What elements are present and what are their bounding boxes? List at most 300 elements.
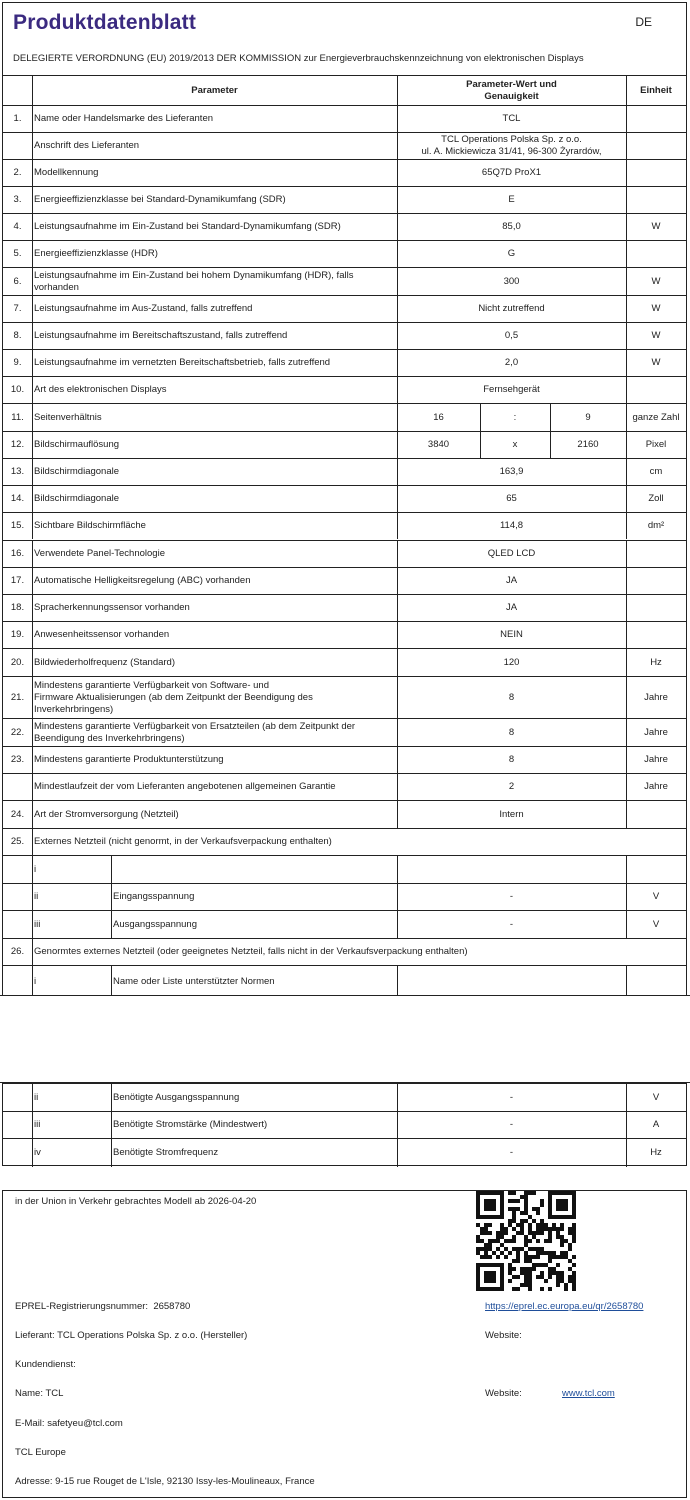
cell-divider xyxy=(32,747,33,773)
row-value: Nicht zutreffend xyxy=(478,303,545,314)
row-value: 8 xyxy=(508,754,515,765)
cell-divider xyxy=(397,541,398,567)
cell-divider xyxy=(397,106,398,132)
supplier-text: Lieferant: TCL Operations Polska Sp. z o.o. (Hersteller) xyxy=(15,1330,248,1341)
row-unit: Jahre xyxy=(644,781,668,792)
row-number: 13. xyxy=(10,466,25,477)
cell-divider xyxy=(626,187,627,213)
row-unit: cm xyxy=(649,466,663,477)
cell-divider xyxy=(626,268,627,295)
row-label xyxy=(32,268,397,295)
row-value: JA xyxy=(505,602,518,613)
row-unit: V xyxy=(652,918,660,930)
row-number: 3. xyxy=(13,194,22,205)
row-label: Art des elektronischen Displays xyxy=(34,384,167,395)
row-number: 17. xyxy=(10,575,25,586)
cell-divider xyxy=(32,133,33,159)
cell-divider xyxy=(32,622,33,648)
cell-divider xyxy=(626,747,627,773)
cell-divider xyxy=(397,649,398,676)
row-label: Energieeffizienzklasse bei Standard-Dynamikumfang (SDR) xyxy=(34,194,286,205)
row-unit xyxy=(626,622,686,648)
row-number: 10. xyxy=(10,384,25,395)
cell-divider xyxy=(397,595,398,621)
row-unit: W xyxy=(651,221,661,232)
row-value: - xyxy=(509,1119,514,1130)
eprel-registration xyxy=(15,1301,190,1312)
cell-divider xyxy=(32,323,33,349)
cell-divider xyxy=(626,856,627,883)
cell-divider xyxy=(397,1084,398,1111)
cell-divider xyxy=(397,966,398,997)
row-label: Anschrift des Lieferanten xyxy=(34,140,140,151)
sub-label: Ausgangsspannung xyxy=(113,918,197,930)
row-label: Sichtbare Bildschirmfläche xyxy=(34,520,146,531)
row-value: - xyxy=(509,1147,514,1158)
sub-label: Eingangsspannung xyxy=(113,891,195,902)
table-row xyxy=(3,800,686,828)
row-value: 65 xyxy=(506,493,517,504)
row-value: 8 xyxy=(508,691,515,703)
row-unit xyxy=(626,160,686,186)
cell-divider xyxy=(626,377,627,403)
row-value: 85,0 xyxy=(502,221,521,232)
table-row xyxy=(3,1111,686,1138)
row-label: Art der Stromversorgung (Netzteil) xyxy=(34,808,179,820)
cell-divider xyxy=(626,541,627,567)
customer-service-label: Kundendienst: xyxy=(15,1359,76,1370)
row-unit: dm² xyxy=(647,520,665,531)
cell-divider xyxy=(626,432,627,458)
cell-divider xyxy=(626,595,627,621)
website-link[interactable]: www.tcl.com xyxy=(562,1388,615,1399)
cell-divider xyxy=(32,486,33,512)
sub-index: ii xyxy=(34,891,39,902)
cell-divider xyxy=(626,486,627,512)
cell-divider xyxy=(397,241,398,267)
table-row xyxy=(3,1138,686,1167)
row-label: Mindestlaufzeit der vom Lieferanten angebotenen allgemeinen Garantie xyxy=(34,781,336,792)
cell-divider xyxy=(397,513,398,539)
row-value: - xyxy=(509,891,514,902)
cell-divider xyxy=(397,377,398,403)
value-separator: : xyxy=(513,411,517,423)
header-value xyxy=(397,76,626,105)
row-unit xyxy=(626,595,686,621)
table-row xyxy=(3,485,686,512)
cell-divider xyxy=(626,459,627,485)
cell-divider xyxy=(32,187,33,213)
service-name: Name: TCL xyxy=(15,1388,64,1399)
row-unit: Hz xyxy=(650,1147,662,1158)
value-part-1: 16 xyxy=(433,411,444,423)
sub-index: iii xyxy=(34,1119,41,1130)
sub-index: i xyxy=(34,975,37,987)
cell-divider xyxy=(32,268,33,295)
website-label-2: Website: xyxy=(485,1388,522,1399)
row-number: 7. xyxy=(13,303,22,314)
table-row xyxy=(3,718,686,746)
row-label-line: Mindestens garantierte Verfügbarkeit von Ersatzteilen (ab dem Zeitpunkt der xyxy=(34,720,356,732)
table-row xyxy=(3,512,686,539)
model-date-text: in der Union in Verkehr gebrachtes Modell ab 2026-04-20 xyxy=(15,1196,257,1207)
cell-divider xyxy=(32,829,33,855)
cell-divider xyxy=(32,459,33,485)
row-unit xyxy=(626,187,686,213)
cell-divider xyxy=(480,432,481,458)
cell-divider xyxy=(32,541,33,567)
cell-divider xyxy=(111,1084,112,1111)
row-value xyxy=(397,856,626,883)
row-unit xyxy=(626,133,686,159)
cell-divider xyxy=(626,513,627,539)
row-unit: ganze Zahl xyxy=(632,411,680,423)
row-unit xyxy=(626,856,686,883)
row-number: 25. xyxy=(10,836,25,847)
cell-divider xyxy=(626,649,627,676)
row-value: - xyxy=(509,918,514,930)
table-row xyxy=(3,322,686,349)
sub-index: i xyxy=(34,863,37,875)
product-data-sheet xyxy=(2,2,687,1166)
row-label-line: Inverkehrbringens) xyxy=(34,703,114,715)
cell-divider xyxy=(397,268,398,295)
table-row xyxy=(3,965,686,997)
row-number xyxy=(3,133,32,159)
eprel-link[interactable]: https://eprel.ec.europa.eu/qr/2658780 xyxy=(485,1301,644,1312)
cell-divider xyxy=(397,76,398,105)
cell-divider xyxy=(111,856,112,883)
row-number: 9. xyxy=(13,357,22,368)
cell-divider xyxy=(626,1084,627,1111)
row-value: 2 xyxy=(508,781,515,792)
value-part-2: 9 xyxy=(585,411,591,423)
cell-divider xyxy=(626,76,627,105)
value-part-2: 2160 xyxy=(577,439,599,450)
sub-label: Benötigte Stromfrequenz xyxy=(113,1147,219,1158)
website-label-1: Website: xyxy=(485,1330,522,1341)
row-unit xyxy=(626,241,686,267)
cell-divider xyxy=(32,911,33,938)
row-value xyxy=(397,133,626,159)
cell-divider xyxy=(397,350,398,376)
sub-label: Benötigte Stromstärke (Mindestwert) xyxy=(113,1119,268,1130)
cell-divider xyxy=(626,801,627,828)
row-number: 12. xyxy=(10,439,25,450)
cell-divider xyxy=(626,1112,627,1138)
eprel-number: 2658780 xyxy=(153,1301,191,1312)
cell-divider xyxy=(32,1084,33,1111)
row-value: Fernsehgerät xyxy=(483,384,540,395)
row-label: Seitenverhältnis xyxy=(34,411,102,423)
row-number: 8. xyxy=(13,330,22,341)
row-value: 114,8 xyxy=(499,520,524,531)
table-row xyxy=(3,648,686,676)
row-value: 8 xyxy=(508,726,515,738)
row-number: 21. xyxy=(10,691,25,703)
cell-divider xyxy=(397,1112,398,1138)
header-value-line: Genauigkeit xyxy=(484,90,539,102)
cell-divider xyxy=(111,1112,112,1138)
cell-divider xyxy=(32,939,33,965)
page-title: Produktdatenblatt xyxy=(13,11,197,34)
row-number: 22. xyxy=(10,726,25,738)
cell-divider xyxy=(626,160,627,186)
row-value: 65Q7D ProX1 xyxy=(481,167,542,178)
row-number: 1. xyxy=(13,113,22,124)
cell-divider xyxy=(626,133,627,159)
row-unit: W xyxy=(651,303,661,314)
row-label: Modellkennung xyxy=(34,167,99,178)
table-row xyxy=(3,431,686,458)
sub-index: iii xyxy=(34,918,41,930)
cell-divider xyxy=(397,719,398,746)
row-number: 15. xyxy=(10,520,25,531)
row-label-line: Firmware Aktualisierungen (ab dem Zeitpunkt der Beendigung des xyxy=(34,691,313,703)
address-text: Adresse: 9-15 rue Rouget de L'Isle, 92130 Issy-les-Moulineaux, France xyxy=(15,1476,315,1487)
row-value-line: TCL Operations Polska Sp. z o.o. xyxy=(441,134,582,145)
row-label: Bildwiederholfrequenz (Standard) xyxy=(34,656,175,668)
table-row xyxy=(3,213,686,240)
table-row xyxy=(3,132,686,159)
table-row xyxy=(3,828,686,855)
row-label: Mindestens garantierte Produktunterstützung xyxy=(34,754,224,765)
cell-divider xyxy=(626,323,627,349)
row-value: - xyxy=(509,1091,514,1103)
table-row xyxy=(3,105,686,132)
table-row xyxy=(3,458,686,485)
table-row xyxy=(3,267,686,295)
cell-divider xyxy=(397,911,398,938)
cell-divider xyxy=(32,350,33,376)
cell-divider xyxy=(32,106,33,132)
cell-divider xyxy=(626,966,627,997)
cell-divider xyxy=(397,747,398,773)
cell-divider xyxy=(32,801,33,828)
cell-divider xyxy=(397,884,398,910)
cell-divider xyxy=(626,884,627,910)
cell-divider xyxy=(32,214,33,240)
table-row xyxy=(3,883,686,910)
table-row xyxy=(3,186,686,213)
language-code: DE xyxy=(635,15,652,29)
cell-divider xyxy=(32,677,33,718)
section-label: Externes Netzteil (nicht genormt, in der Verkaufsverpackung enthalten) xyxy=(34,836,332,847)
table-row xyxy=(3,746,686,773)
row-value: QLED LCD xyxy=(487,548,536,559)
cell-divider xyxy=(111,966,112,997)
row-unit: Zoll xyxy=(648,493,664,504)
table-row xyxy=(3,159,686,186)
cell-divider xyxy=(32,1112,33,1138)
cell-divider xyxy=(626,911,627,938)
row-unit: Hz xyxy=(650,656,662,668)
cell-divider xyxy=(626,296,627,322)
cell-divider xyxy=(32,774,33,800)
row-unit: W xyxy=(651,357,661,368)
cell-divider xyxy=(626,404,627,431)
row-number: 26. xyxy=(10,946,25,957)
row-label: Bildschirmdiagonale xyxy=(34,466,120,477)
sub-label: Benötigte Ausgangsspannung xyxy=(113,1091,240,1103)
cell-divider xyxy=(397,187,398,213)
table-row xyxy=(3,295,686,322)
cell-divider xyxy=(480,404,481,431)
cell-divider xyxy=(32,884,33,910)
value-part-1: 3840 xyxy=(427,439,450,450)
cell-divider xyxy=(111,1139,112,1167)
cell-divider xyxy=(32,719,33,746)
row-unit: W xyxy=(651,275,661,287)
row-number: 2. xyxy=(13,167,22,178)
row-unit: Jahre xyxy=(644,691,668,703)
eprel-label: EPREL-Registrierungsnummer: xyxy=(15,1301,149,1312)
footer-section xyxy=(2,1190,687,1498)
row-label: Leistungsaufnahme im Ein-Zustand bei Standard-Dynamikumfang (SDR) xyxy=(34,221,341,232)
row-label xyxy=(32,677,397,718)
table-row xyxy=(3,540,686,567)
table-row xyxy=(3,910,686,938)
row-unit xyxy=(626,801,686,828)
cell-divider xyxy=(397,459,398,485)
sub-label: Name oder Liste unterstützter Normen xyxy=(113,975,275,987)
row-unit: Jahre xyxy=(644,726,668,738)
table-row xyxy=(3,594,686,621)
row-value: 300 xyxy=(503,275,520,287)
table-row xyxy=(3,676,686,718)
row-label: Leistungsaufnahme im vernetzten Bereitschaftsbetrieb, falls zutreffend xyxy=(34,357,331,368)
row-value: 163,9 xyxy=(499,466,524,477)
section-label: Genormtes externes Netzteil (oder geeignetes Netzteil, falls nicht in der Verkaufsverpackung enthalten) xyxy=(34,946,468,957)
row-label: Anwesenheitssensor vorhanden xyxy=(34,629,170,640)
header-value-line: Parameter-Wert und xyxy=(466,78,557,90)
row-unit: Jahre xyxy=(644,754,668,765)
row-number: 18. xyxy=(10,602,25,613)
row-value: JA xyxy=(505,575,518,586)
table-row xyxy=(3,773,686,800)
row-value: TCL xyxy=(502,113,521,124)
row-unit xyxy=(626,966,686,997)
cell-divider xyxy=(32,1139,33,1167)
row-unit: W xyxy=(651,330,661,341)
table-header-row xyxy=(3,75,686,105)
page-break-gap xyxy=(0,995,690,1083)
row-label-line: Beendigung des Inverkehrbringens) xyxy=(34,732,185,744)
qr-code-icon xyxy=(474,1191,578,1291)
row-value xyxy=(397,966,626,997)
row-label-line: Leistungsaufnahme im Ein-Zustand bei hohem Dynamikumfang (HDR), falls xyxy=(34,269,354,281)
cell-divider xyxy=(550,432,551,458)
row-value: E xyxy=(508,194,515,205)
cell-divider xyxy=(32,241,33,267)
table-row xyxy=(3,349,686,376)
cell-divider xyxy=(397,160,398,186)
cell-divider xyxy=(626,774,627,800)
row-label: Leistungsaufnahme im Bereitschaftszustand, falls zutreffend xyxy=(34,330,288,341)
cell-divider xyxy=(626,677,627,718)
cell-divider xyxy=(626,106,627,132)
cell-divider xyxy=(32,513,33,539)
cell-divider xyxy=(397,856,398,883)
cell-divider xyxy=(32,595,33,621)
row-unit xyxy=(626,106,686,132)
table-row xyxy=(3,855,686,883)
row-number: 24. xyxy=(10,808,25,820)
row-number: 14. xyxy=(10,493,25,504)
row-value: G xyxy=(507,248,516,259)
cell-divider xyxy=(32,649,33,676)
cell-divider xyxy=(626,241,627,267)
row-unit xyxy=(626,377,686,403)
row-label-line: vorhanden xyxy=(34,281,79,293)
table-row xyxy=(3,938,686,965)
row-number: 6. xyxy=(13,275,22,287)
table-row xyxy=(3,1083,686,1111)
table-row xyxy=(3,240,686,267)
row-number: 5. xyxy=(13,248,22,259)
sub-index: iv xyxy=(34,1147,41,1158)
row-value-line: ul. A. Mickiewicza 31/41, 96-300 Żyrardów, xyxy=(421,146,602,157)
cell-divider xyxy=(626,568,627,594)
row-number: 19. xyxy=(10,629,25,640)
cell-divider xyxy=(32,76,33,105)
row-label: Bildschirmdiagonale xyxy=(34,493,120,504)
row-number: 16. xyxy=(10,548,25,559)
row-label: Leistungsaufnahme im Aus-Zustand, falls zutreffend xyxy=(34,303,253,314)
regulation-text: DELEGIERTE VERORDNUNG (EU) 2019/2013 DER KOMMISSION zur Energieverbrauchskennzeichnung von elektronischen Displays xyxy=(13,53,584,64)
row-label-line: Mindestens garantierte Verfügbarkeit von Software- und xyxy=(34,679,269,691)
row-number xyxy=(3,774,32,800)
cell-divider xyxy=(32,160,33,186)
cell-divider xyxy=(397,774,398,800)
cell-divider xyxy=(32,377,33,403)
row-label xyxy=(32,719,397,746)
header-unit: Einheit xyxy=(640,84,672,96)
cell-divider xyxy=(397,432,398,458)
value-separator: x xyxy=(512,439,518,450)
table-row xyxy=(3,621,686,648)
cell-divider xyxy=(626,350,627,376)
cell-divider xyxy=(397,404,398,431)
cell-divider xyxy=(111,911,112,938)
cell-divider xyxy=(626,719,627,746)
row-number: 4. xyxy=(13,221,22,232)
cell-divider xyxy=(32,432,33,458)
cell-divider xyxy=(397,677,398,718)
row-label: Name oder Handelsmarke des Lieferanten xyxy=(34,113,214,124)
row-value: 0,5 xyxy=(504,330,519,341)
row-unit: Pixel xyxy=(645,439,667,450)
org-name: TCL Europe xyxy=(15,1447,66,1458)
table-row xyxy=(3,403,686,431)
sub-index: ii xyxy=(34,1091,39,1103)
cell-divider xyxy=(397,486,398,512)
row-unit xyxy=(626,568,686,594)
cell-divider xyxy=(111,884,112,910)
cell-divider xyxy=(397,296,398,322)
cell-divider xyxy=(32,568,33,594)
cell-divider xyxy=(397,622,398,648)
email-text: E-Mail: safetyeu@tcl.com xyxy=(15,1418,123,1429)
table-row xyxy=(3,376,686,403)
cell-divider xyxy=(397,801,398,828)
row-unit: V xyxy=(652,891,660,902)
cell-divider xyxy=(32,404,33,431)
cell-divider xyxy=(32,856,33,883)
row-unit xyxy=(626,541,686,567)
row-value: 120 xyxy=(503,656,520,668)
row-value: NEIN xyxy=(500,629,523,640)
